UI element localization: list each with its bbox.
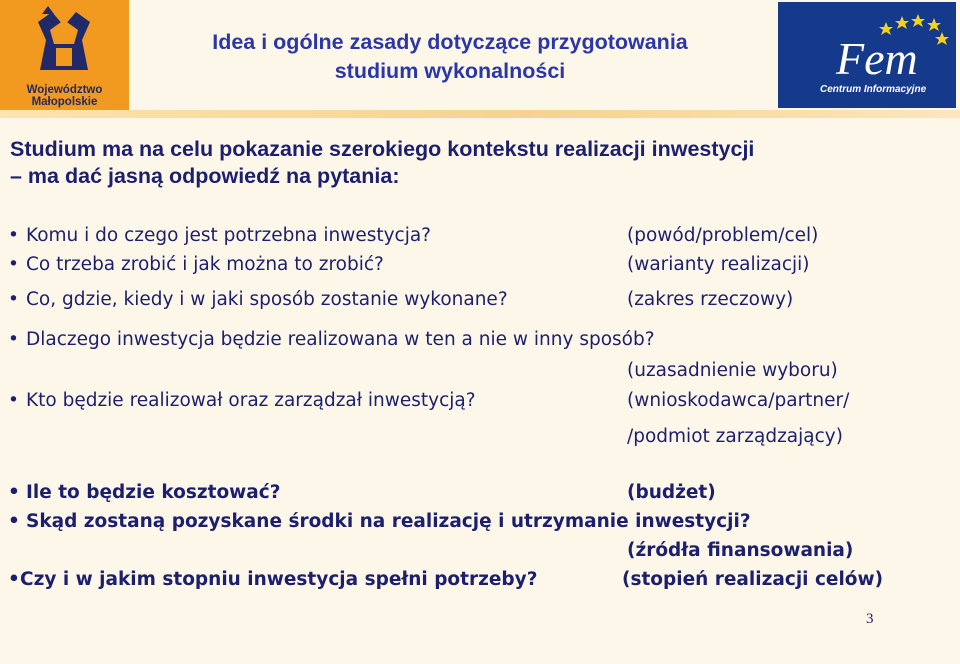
- question-item: [8, 390, 476, 411]
- question-item: [8, 569, 537, 590]
- fem-brand-text: Fem: [836, 33, 918, 82]
- logo-caption-voivodeship: Województwo: [26, 84, 103, 96]
- question-item: [8, 511, 751, 532]
- question-text: Komu i do czego jest potrzebna inwestycja?: [26, 225, 432, 246]
- intro-line-1: Studium ma na celu pokazanie szerokiego kontekstu realizacji inwestycji: [10, 137, 755, 161]
- question-note: (powód/problem/cel): [627, 225, 819, 246]
- bullet-icon: •: [8, 225, 19, 246]
- question-note: (stopień realizacji celów): [622, 569, 884, 590]
- question-item: [8, 482, 280, 503]
- page-title: [150, 28, 750, 86]
- bullet-icon: •: [8, 254, 19, 275]
- question-text: Ile to będzie kosztować?: [26, 482, 281, 503]
- bullet-icon: •: [8, 569, 20, 590]
- title-line-2: studium wykonalności: [334, 59, 566, 83]
- fem-logo-caption: Centrum Informacyjne: [820, 84, 927, 95]
- bullet-icon: •: [8, 329, 19, 350]
- title-line-1: Idea i ogólne zasady dotyczące przygotowania: [212, 30, 688, 54]
- header-divider: [0, 110, 960, 118]
- page-number: 3: [866, 611, 874, 627]
- question-item: [8, 289, 508, 310]
- question-text: Dlaczego inwestycja będzie realizowana w ten a nie w inny sposób?: [26, 329, 655, 350]
- question-item: [8, 254, 384, 275]
- question-note: (budżet): [627, 482, 716, 503]
- question-note: (wnioskodawca/partner/: [627, 390, 850, 411]
- slide-header: [0, 0, 960, 112]
- question-note: (uzasadnienie wyboru): [627, 360, 838, 381]
- logo-caption-region: Małopolskie: [31, 96, 98, 108]
- question-note: (zakres rzeczowy): [627, 289, 794, 310]
- question-text: Skąd zostaną pozyskane środki na realizację i utrzymanie inwestycji?: [26, 511, 751, 532]
- bullet-icon: •: [8, 390, 19, 411]
- question-item: [8, 329, 655, 350]
- intro-line-2: – ma dać jasną odpowiedź na pytania:: [10, 164, 400, 188]
- bullet-icon: •: [8, 511, 20, 532]
- malopolska-logo: [0, 0, 129, 112]
- question-note: (warianty realizacji): [627, 254, 810, 275]
- question-text: Co, gdzie, kiedy i w jaki sposób zostanie wykonane?: [26, 289, 508, 310]
- eu-stars-icon: [778, 2, 956, 82]
- bullet-icon: •: [8, 482, 20, 503]
- question-item: [8, 225, 431, 246]
- question-note-continuation: /podmiot zarządzający): [627, 426, 843, 447]
- question-text: Co trzeba zrobić i jak można to zrobić?: [26, 254, 384, 275]
- question-note: (źródła finansowania): [627, 540, 854, 561]
- question-text: Kto będzie realizował oraz zarządzał inwestycją?: [26, 390, 476, 411]
- bullet-icon: •: [8, 289, 19, 310]
- malopolska-emblem-icon: [0, 0, 129, 84]
- question-text: Czy i w jakim stopniu inwestycja spełni potrzeby?: [20, 569, 538, 590]
- fem-logo: [778, 2, 956, 108]
